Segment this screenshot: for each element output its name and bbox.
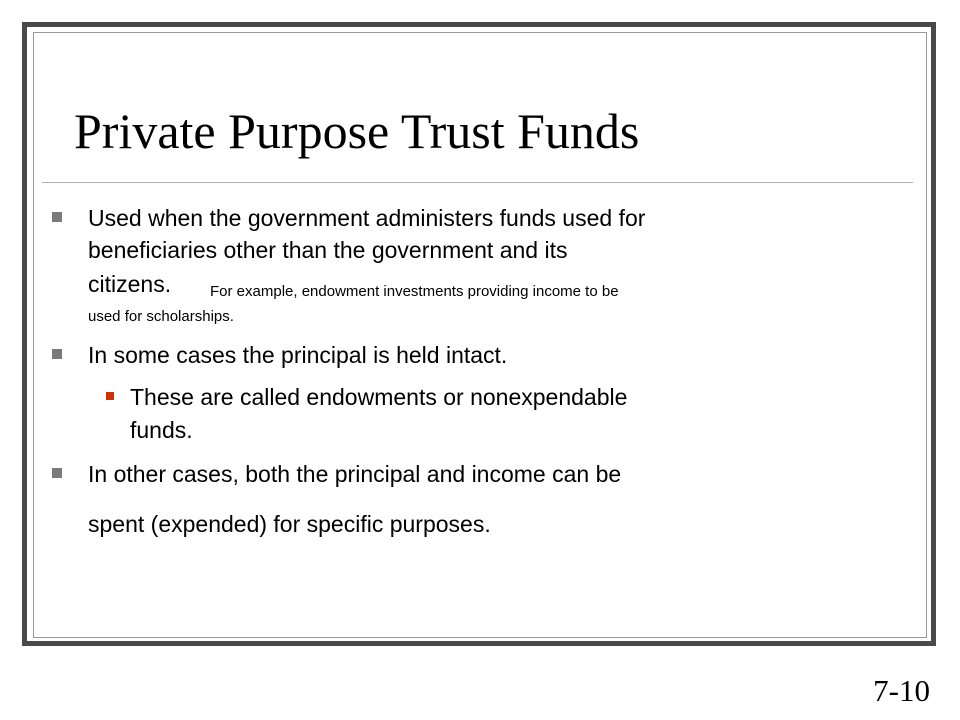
bullet-marker <box>52 349 62 359</box>
bullet-3-line-2: spent (expended) for specific purposes. <box>88 511 491 537</box>
title-divider <box>42 182 913 183</box>
bullet-marker <box>52 212 62 222</box>
slide-number: 7-10 <box>873 673 930 708</box>
bullet-2-text: In some cases the principal is held intact. <box>88 342 508 368</box>
bullet-marker <box>52 468 62 478</box>
bullet-1-line-3: citizens. <box>88 271 172 297</box>
slide-title: Private Purpose Trust Funds <box>74 103 640 159</box>
sub-bullet-marker <box>106 392 114 400</box>
bullet-1-aside-first: For example, endowment investments providing income to be <box>210 283 619 300</box>
bullet-1-line-1: Used when the government administers funds used for <box>88 205 646 231</box>
bullet-1-line-2: beneficiaries other than the government and its <box>88 237 568 263</box>
sub-bullet-line-1: These are called endowments or nonexpendable <box>130 384 628 410</box>
bullet-3-line-1: In other cases, both the principal and income can be <box>88 461 622 487</box>
bullet-1-aside-second: used for scholarships. <box>88 308 234 325</box>
sub-bullet-line-2: funds. <box>130 417 193 443</box>
